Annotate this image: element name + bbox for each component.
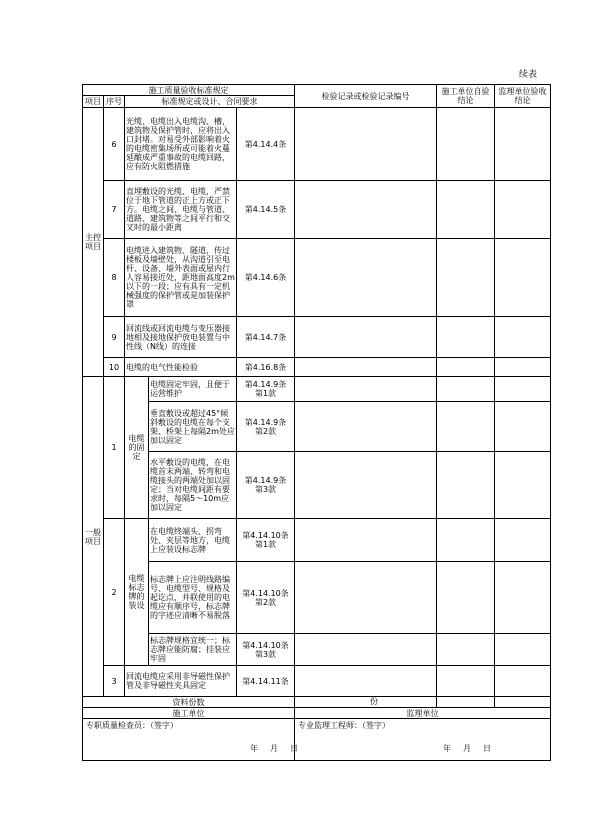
supervisor-result-cell[interactable] [495, 452, 551, 519]
contractor-result-header: 施工单位自验结论 [437, 85, 495, 108]
supervisor-result-cell[interactable] [495, 239, 551, 317]
month-label: 月 [463, 744, 472, 753]
general-seq: 2 [104, 519, 125, 666]
supervisor-result-cell[interactable] [495, 108, 551, 181]
supervisor-result-cell[interactable] [495, 519, 551, 562]
contractor-result-cell[interactable] [437, 108, 495, 181]
main-clause: 第4.16.8条 [237, 358, 295, 377]
seq-header: 序号 [104, 96, 125, 108]
check-record-cell[interactable] [295, 181, 437, 239]
continued-label: 续表 [519, 70, 538, 80]
supervisor-result-cell[interactable] [495, 358, 551, 377]
year-label: 年 [250, 744, 258, 753]
general-group-name: 电缆标志牌的装设 [125, 519, 149, 666]
day-label: 日 [483, 744, 492, 753]
main-requirement: 电缆进入建筑物、隧道，传过楼板及墙壁处，从沟道引至电杆、设备、墙外表面或屋内行人容易接近处，距地面高度2m以下的一段；应有具有一定机械强度的保护管或是加装保护罩 [125, 239, 237, 317]
year-label: 年 [443, 744, 452, 753]
main-requirement: 光缆、电缆出入电缆沟、槽，建筑物及保护管时，应将出入口封堵。对易受外部影响着火的电缆密集场所或可能着火蔓延酿成严重事故的电缆回路，应有防火阻燃措施 [125, 108, 237, 181]
main-seq: 7 [104, 181, 125, 239]
supervisor-footer-header: 监理单位 [295, 708, 551, 719]
general-clause: 第4.14.10条 [242, 588, 289, 598]
general-seq: 1 [104, 377, 125, 519]
supervisor-result-cell[interactable] [495, 317, 551, 358]
supervisor-result-cell[interactable] [495, 402, 551, 452]
main-requirement: 回流线或回流电缆与变压器接地相及接地保护放电装置与中性线（N线）的连接 [125, 317, 237, 358]
check-record-cell[interactable] [295, 317, 437, 358]
main-requirement: 电缆的电气性能检验 [125, 358, 237, 377]
doc-count-empty [495, 697, 551, 708]
supervisor-result-cell[interactable] [495, 377, 551, 402]
day-label: 日 [290, 744, 298, 753]
general-clause: 第4.14.10条 [242, 531, 289, 540]
main-requirement: 直埋敷设的光缆、电缆，严禁位于地下管道的正上方或正下方。电缆之间、电缆与管道、道路、建筑物等之间平行和交叉时的最小距离 [125, 181, 237, 239]
check-record-cell[interactable] [295, 519, 437, 562]
doc-count-label: 资料份数 [83, 697, 295, 708]
contractor-result-cell[interactable] [437, 402, 495, 452]
doc-count-value[interactable] [295, 697, 437, 708]
main-clause: 第4.14.6条 [237, 239, 295, 317]
general-clause: 第4.14.9条 [244, 417, 287, 427]
main-clause: 第4.14.7条 [237, 317, 295, 358]
copies-unit: 份 [370, 697, 379, 706]
general-clause: 第4.14.9条 [244, 476, 287, 485]
general-label: 一般项目 [83, 377, 104, 697]
supervisor-result-cell[interactable] [495, 181, 551, 239]
supervisor-result-cell[interactable] [495, 666, 551, 697]
contractor-result-cell[interactable] [437, 519, 495, 562]
check-record-cell[interactable] [295, 452, 437, 519]
check-record-cell[interactable] [295, 239, 437, 317]
general-clause: 第4.14.11条 [237, 666, 295, 697]
main-seq: 9 [104, 317, 125, 358]
general-clause: 第4.14.10条 [242, 640, 289, 650]
main-seq: 6 [104, 108, 125, 181]
general-sub-requirement: 标志牌上应注明线路编号、电缆型号、规格及起讫点，并联使用的电缆应有顺序号，标志牌的字迹应清晰不易脱落 [149, 562, 237, 634]
contractor-result-cell[interactable] [437, 634, 495, 666]
general-sub-clause: 第1款 [254, 389, 277, 398]
general-sub-requirement: 水平敷设的电缆，在电缆首末两端、转弯和电缆接头的两端处加以固定；当对电缆间距有要求时，每隔5～10m应加以固定 [149, 452, 237, 519]
month-label: 月 [270, 744, 278, 753]
contractor-result-cell[interactable] [437, 377, 495, 402]
general-sub-requirement: 在电缆终端头、拐弯处、夹层等地方，电缆上应装设标志牌 [149, 519, 237, 562]
general-sub-clause: 第1款 [254, 540, 277, 549]
contractor-result-cell[interactable] [437, 181, 495, 239]
general-sub-requirement: 标志牌规格宜统一；标志牌应能防腐；挂装应牢固 [149, 634, 237, 666]
requirement-header: 标准规定或设计、合同要求 [125, 96, 295, 108]
general-sub-clause: 第3款 [254, 649, 277, 659]
general-requirement: 回流电缆应采用非导磁性保护管及非导磁性夹具固定 [125, 666, 237, 697]
check-record-cell[interactable] [295, 402, 437, 452]
main-seq: 8 [104, 239, 125, 317]
check-record-cell[interactable] [295, 562, 437, 634]
contractor-result-cell[interactable] [437, 358, 495, 377]
spec-group-header: 施工质量验收标准规定 [83, 85, 295, 96]
general-group-name: 电缆的固定 [125, 377, 149, 519]
inspection-form-table [82, 84, 551, 761]
inspector-signature-label: 专职质量检查员：（签字） [86, 721, 178, 730]
supervisor-result-cell[interactable] [495, 562, 551, 634]
check-record-cell[interactable] [295, 108, 437, 181]
general-seq: 3 [104, 666, 125, 697]
contractor-result-cell[interactable] [437, 452, 495, 519]
general-sub-clause: 第2款 [254, 597, 277, 607]
supervisor-result-cell[interactable] [495, 634, 551, 666]
check-record-cell[interactable] [295, 358, 437, 377]
main-clause: 第4.14.4条 [237, 108, 295, 181]
general-sub-clause: 第2款 [254, 426, 277, 436]
main-control-label: 主控项目 [83, 108, 104, 377]
general-sub-requirement: 垂直敷设或超过45°倾斜敷设的电缆在每个支架、桥架上每隔2m处应加以固定 [149, 402, 237, 452]
item-header: 项目 [83, 96, 104, 108]
engineer-signature-label: 专业监理工程师：（签字） [298, 721, 391, 730]
general-sub-clause: 第3款 [254, 485, 277, 494]
check-record-cell[interactable] [295, 666, 437, 697]
contractor-result-cell[interactable] [437, 239, 495, 317]
main-clause: 第4.14.5条 [237, 181, 295, 239]
general-sub-requirement: 电缆固定牢固，且便于运营维护 [149, 377, 237, 402]
supervisor-result-header: 监理单位验收结论 [495, 85, 551, 108]
main-seq: 10 [104, 358, 125, 377]
doc-count-empty [437, 697, 495, 708]
contractor-result-cell[interactable] [437, 317, 495, 358]
contractor-result-cell[interactable] [437, 562, 495, 634]
check-record-header: 检验记录或检验记录编号 [295, 85, 437, 108]
contractor-result-cell[interactable] [437, 666, 495, 697]
check-record-cell[interactable] [295, 377, 437, 402]
general-clause: 第4.14.9条 [244, 380, 287, 389]
contractor-footer-header: 施工单位 [83, 708, 295, 719]
check-record-cell[interactable] [295, 634, 437, 666]
